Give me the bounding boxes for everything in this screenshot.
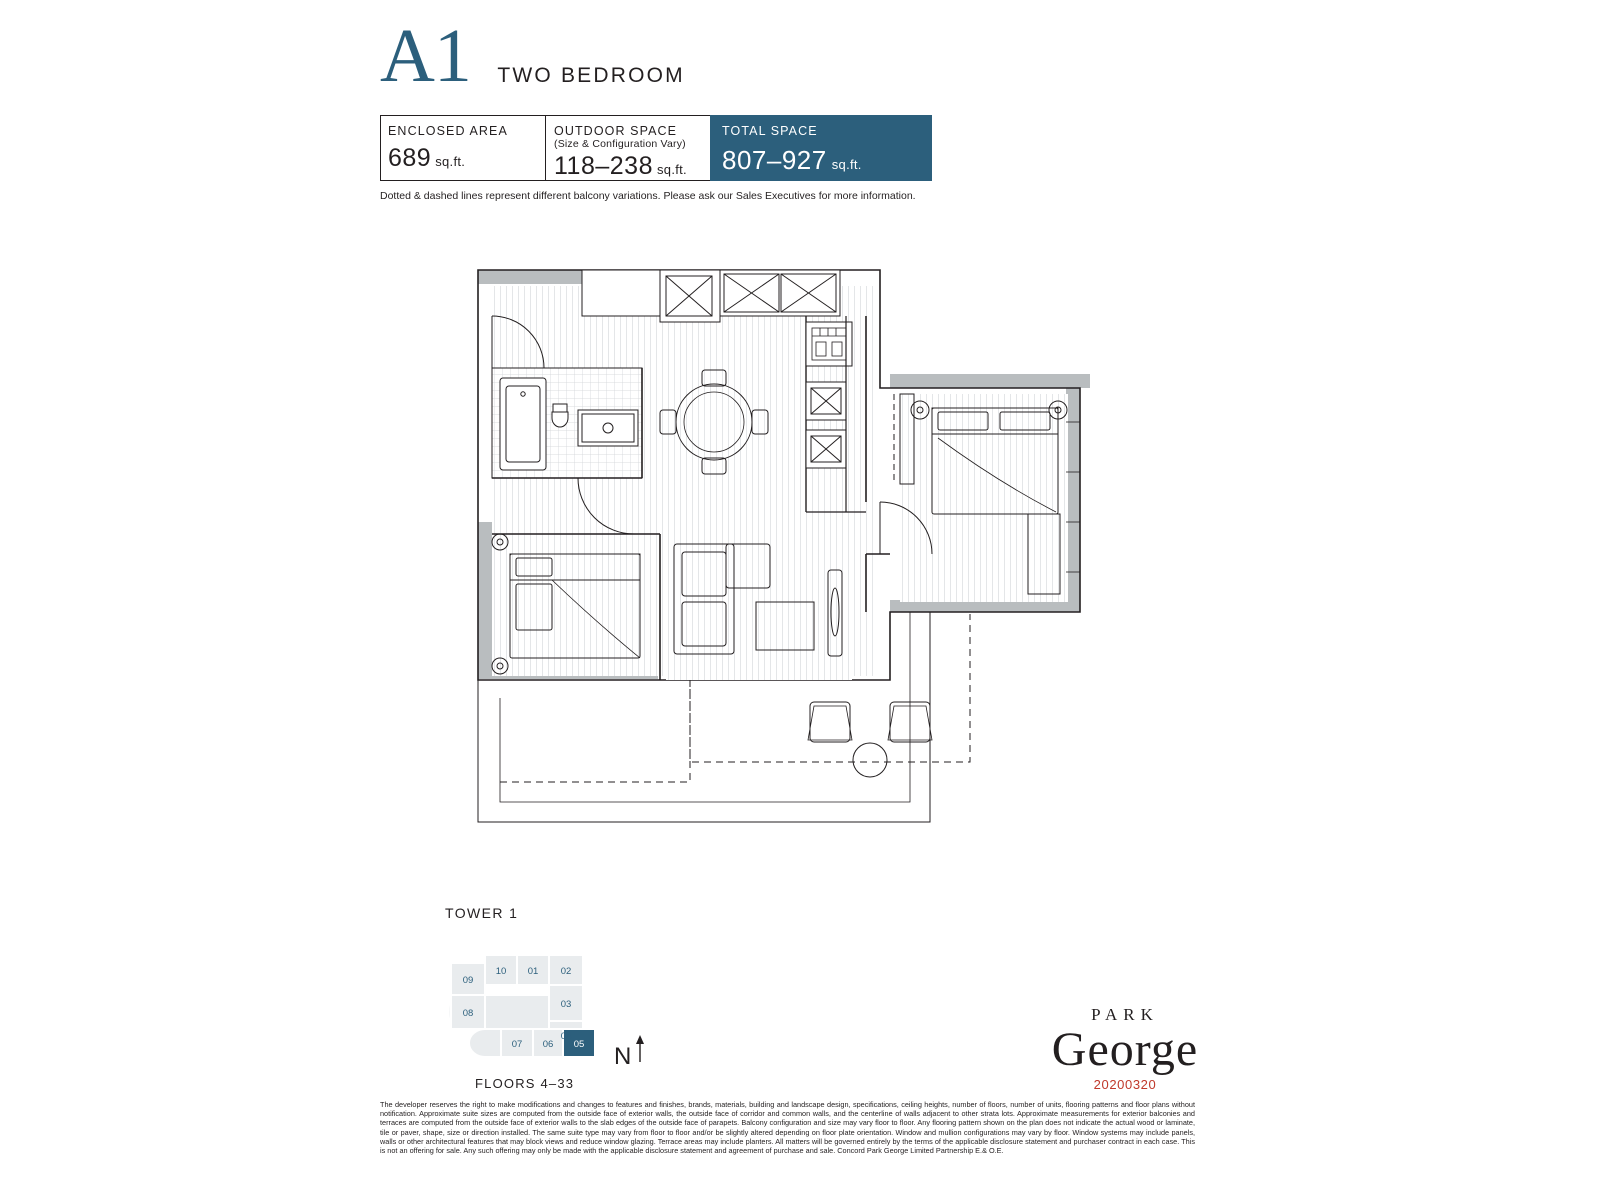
compass-north-label: N — [614, 1043, 632, 1070]
spec-divider-mid — [545, 115, 546, 181]
key-plan-tower-label: TOWER 1 — [445, 905, 519, 921]
spec-total-unit: sq.ft. — [831, 157, 862, 172]
floor-plan-drawing — [470, 262, 1110, 842]
key-plan-unit-03: 03 — [560, 999, 572, 1010]
balcony-note: Dotted & dashed lines represent different balcony variations. Please ask our Sales Executives for more information. — [380, 190, 916, 202]
plan-header — [380, 14, 940, 98]
spec-outdoor-number: 118–238 — [554, 152, 653, 180]
key-plan-diagram — [445, 933, 625, 1073]
spec-outdoor-label: OUTDOOR SPACE — [554, 124, 678, 138]
spec-outdoor-value — [554, 150, 704, 181]
north-arrow-icon — [610, 1032, 650, 1077]
key-plan-unit-02: 02 — [560, 966, 572, 977]
key-plan-unit-07: 07 — [511, 1039, 523, 1050]
spec-total-value — [710, 138, 932, 176]
spec-total-number: 807–927 — [722, 145, 827, 175]
key-plan-unit-05: 05 — [573, 1039, 585, 1050]
brand-logo — [1030, 1005, 1220, 1092]
spec-enclosed-area — [388, 115, 543, 173]
key-plan-unit-01: 01 — [527, 966, 539, 977]
key-plan-unit-08: 08 — [462, 1008, 474, 1019]
spec-enclosed-number: 689 — [388, 144, 432, 172]
key-plan-unit-10: 10 — [495, 966, 507, 977]
spec-outdoor-sub: (Size & Configuration Vary) — [554, 138, 686, 150]
key-plan-unit-09: 09 — [462, 975, 474, 986]
key-plan — [445, 905, 695, 1095]
brand-park: PARK — [1091, 1005, 1159, 1024]
key-plan-unit-04: 04 — [560, 1031, 572, 1042]
spec-enclosed-value — [388, 138, 543, 173]
spec-outdoor-space — [554, 115, 704, 181]
plan-code: A1 — [380, 14, 471, 98]
spec-row — [380, 115, 932, 181]
spec-enclosed-label: ENCLOSED AREA — [388, 124, 508, 138]
key-plan-unit-06: 06 — [542, 1039, 554, 1050]
spec-divider-left — [380, 115, 381, 181]
disclaimer-text: The developer reserves the right to make modifications and changes to features and finishes, brands, materials, building and landscape design, specifications, ceiling heights, number of floors, number of units, flooring patterns and floor plans without notification. Approximate suite sizes are computed from the outside face of exterior walls, the outside face of corridor and common walls, and the centerline of walls adjacent to other strata lots. Approximate measurements for exterior balconies and terraces are computed from the outside face of exterior walls to the slab edges of the outside face of parapets. Balcony configuration and size may vary floor to floor. Any flooring pattern shown on the plan does not indicate the actual wood or laminate, tile or paver, shape, size or direction installed. The same suite type may vary from floor to floor and/or be slightly altered depending on floor plate orientation. Window and mullion configurations may vary by floor. Window systems may include panels, walls or other architectural features that may block views and reduce window glazing. Terrace areas may include planters. All matters will be governed entirely by the terms of the applicable disclosure statement and purchaser contract in each case. This is not an offering for sale. Any such offering may only be made with the applicable disclosure statement and agreement of purchase and sale. Concord Park George Limited Partnership E.& O.E. — [380, 1100, 1195, 1156]
plan-revision-code: 20200320 — [1093, 1077, 1157, 1092]
brand-george: George — [1051, 1023, 1199, 1076]
spec-total-space — [710, 115, 932, 181]
spec-total-label: TOTAL SPACE — [722, 124, 818, 138]
plan-type: TWO BEDROOM — [497, 64, 685, 87]
spec-enclosed-unit: sq.ft. — [435, 154, 466, 169]
key-plan-floors-label: FLOORS 4–33 — [475, 1076, 575, 1091]
spec-outdoor-unit: sq.ft. — [656, 162, 687, 177]
